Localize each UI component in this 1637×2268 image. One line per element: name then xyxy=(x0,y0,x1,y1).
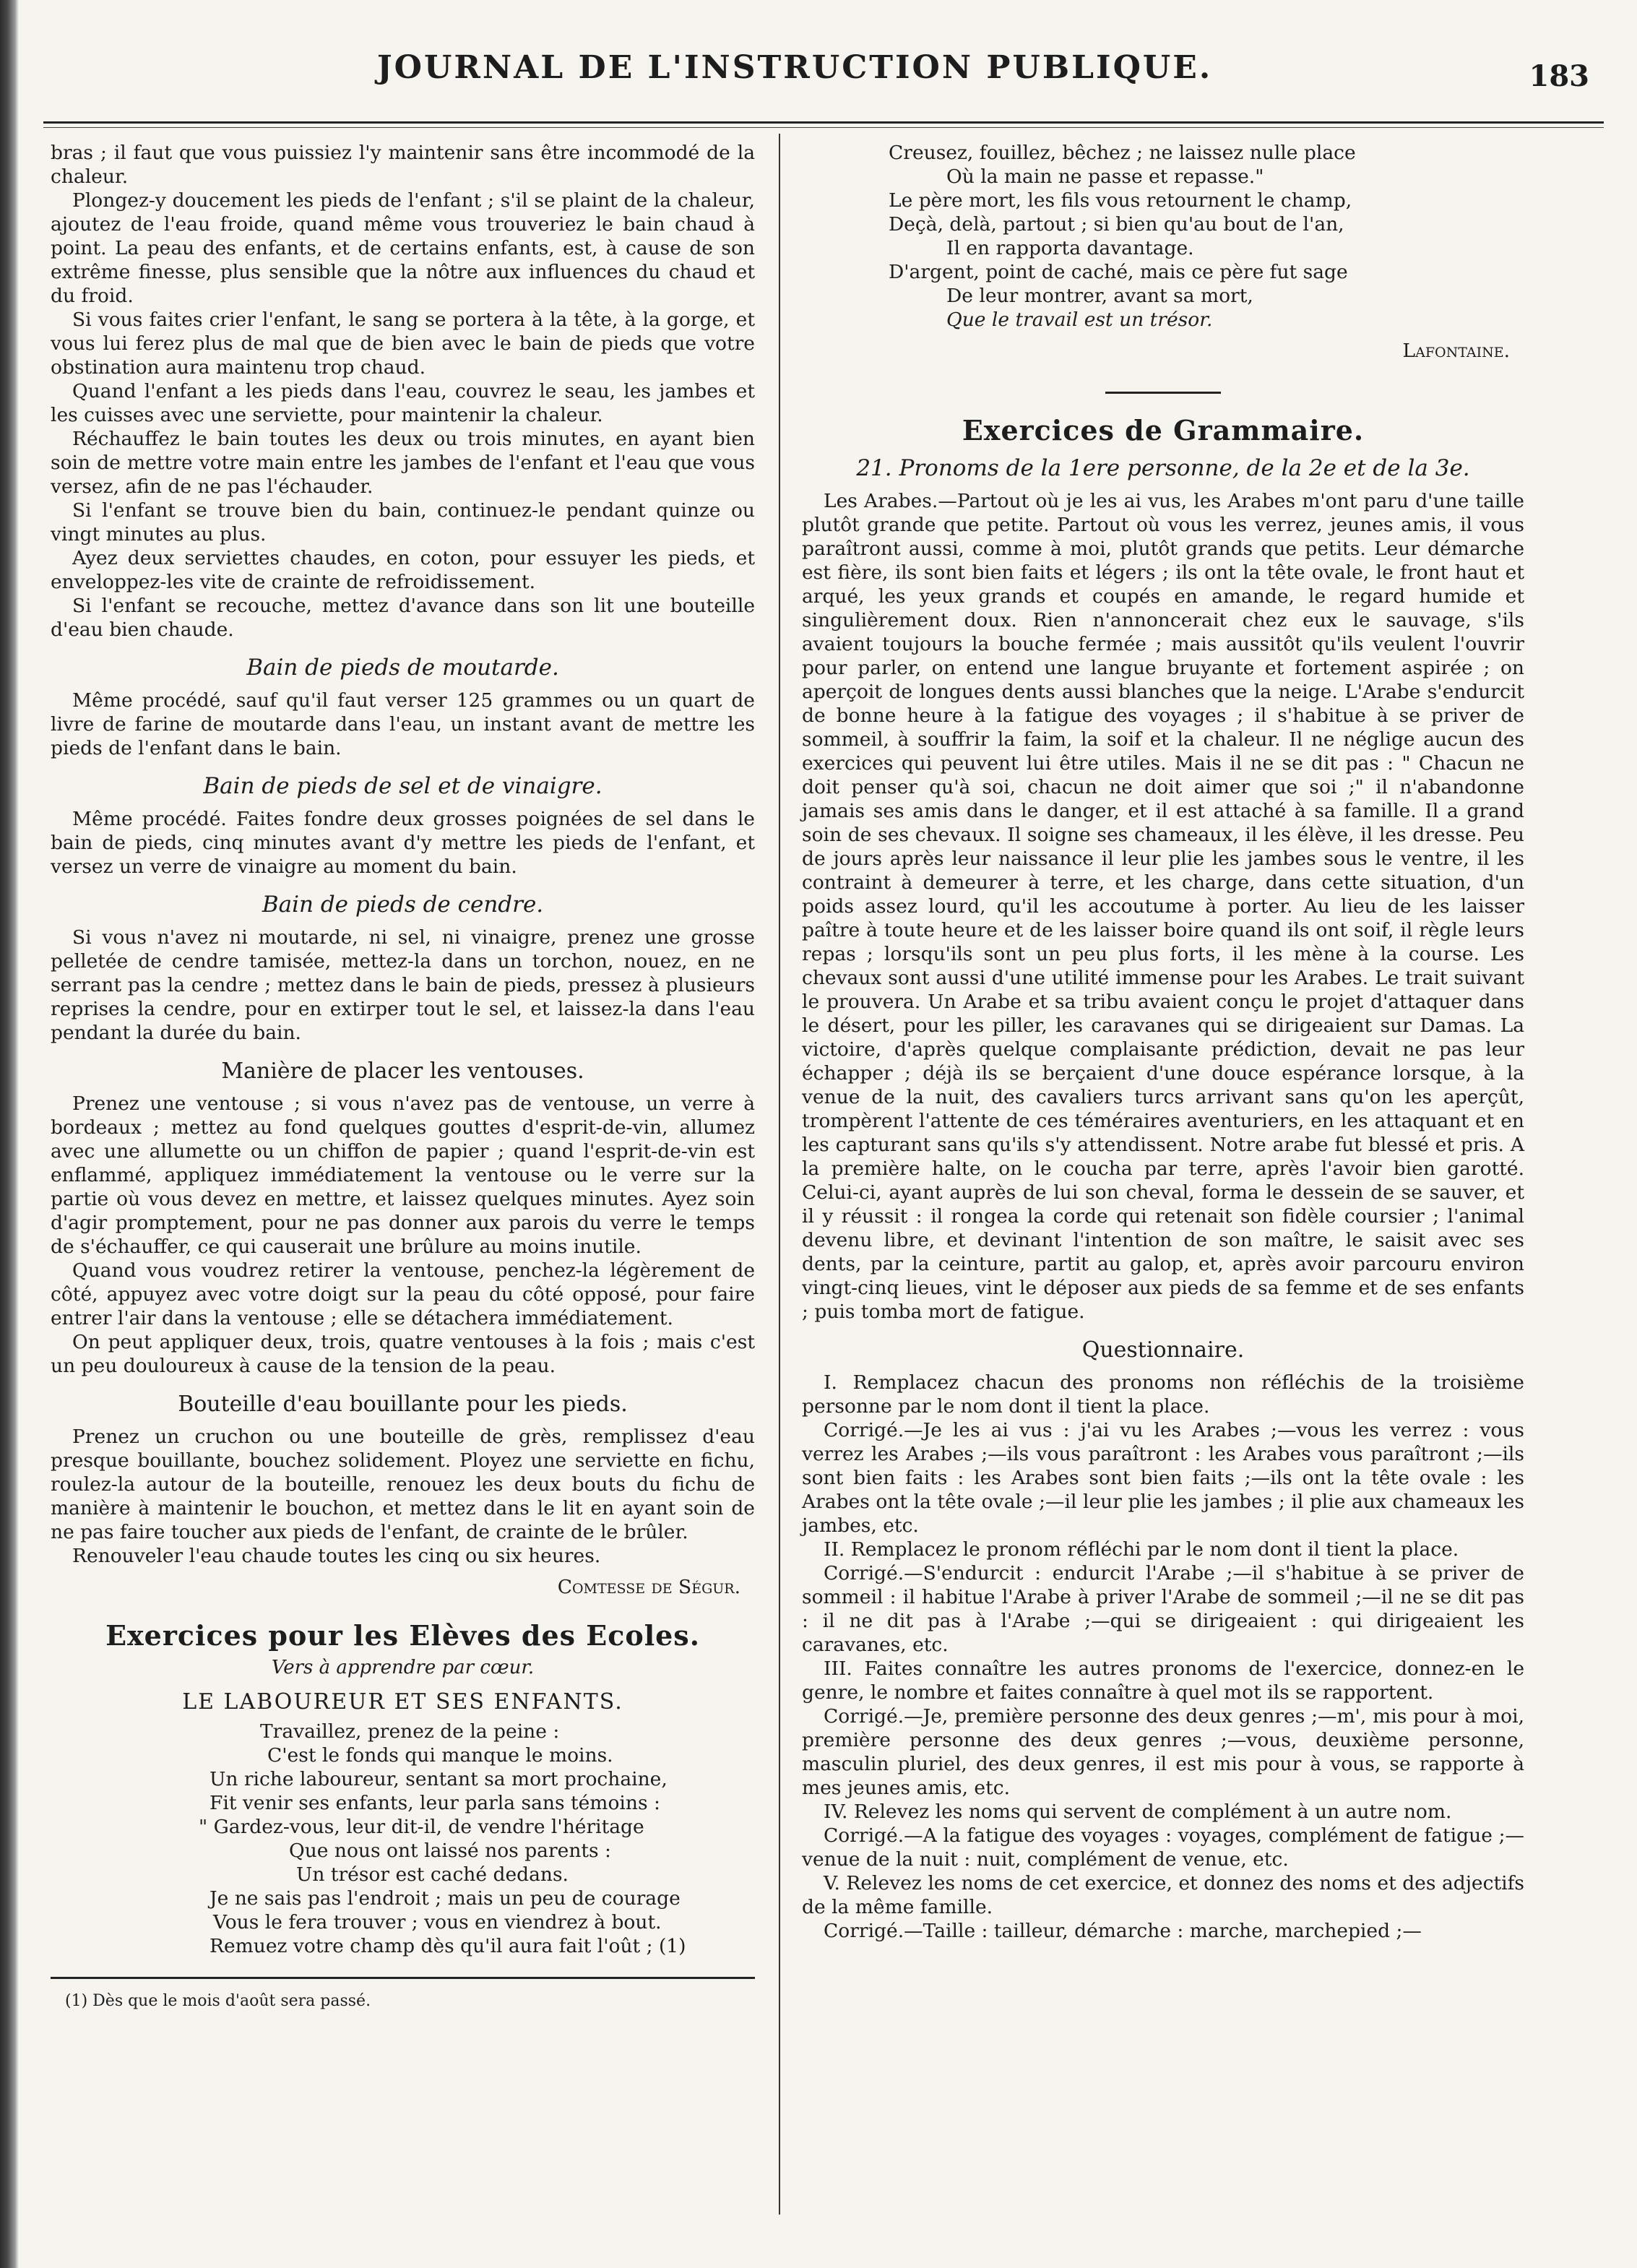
answer: Corrigé.—S'endurcit : endurcit l'Arabe ;—il s'habitue à se priver de sommeil : il habitue l'Arabe à priver l'Arabe de sommeil ;—il ne se dit pas : il ne dit pas à l'Arabe ;—qui se dirigeaient : qui dirigeaient les caravanes, etc. xyxy=(802,1562,1524,1656)
poem-line: Que nous ont laissé nos parents : xyxy=(289,1840,611,1862)
poem-author: Lafontaine. xyxy=(1402,340,1510,362)
poem-line: Remuez votre champ dès qu'il aura fait l'oût ; (1) xyxy=(210,1935,686,1957)
question: II. Remplacez le pronom réfléchi par le nom dont il tient la place. xyxy=(824,1538,1459,1561)
left-column xyxy=(51,141,755,2013)
poem-line: " Gardez-vous, leur dit-il, de vendre l'héritage xyxy=(199,1816,644,1838)
poem-line: Travaillez, prenez de la peine : xyxy=(260,1720,560,1743)
poem-line: C'est le fonds qui manque le moins. xyxy=(267,1744,613,1767)
question: III. Faites connaître les autres pronoms de l'exercice, donnez-en le genre, le nombre et faites connaître à quel mot ils se rapportent. xyxy=(802,1657,1524,1704)
journal-title: JOURNAL DE L'INSTRUCTION PUBLIQUE. xyxy=(376,49,1213,86)
paragraph: Quand vous voudrez retirer la ventouse, penchez-la légèrement de côté, appuyez avec votre doigt sur la peau du côté opposé, pour faire entrer l'air dans la ventouse ; elle se détachera immédiatement. xyxy=(51,1259,755,1329)
paragraph: Renouveler l'eau chaude toutes les cinq ou six heures. xyxy=(72,1545,601,1567)
section-heading: Bain de pieds de sel et de vinaigre. xyxy=(203,773,602,799)
section-heading: Bain de pieds de cendre. xyxy=(262,892,544,918)
footnote: (1) Dès que le mois d'août sera passé. xyxy=(65,1992,371,2010)
page-header xyxy=(43,29,1604,108)
section-rule xyxy=(1105,392,1221,394)
questionnaire-heading: Questionnaire. xyxy=(1081,1337,1245,1363)
poem-line: Creusez, fouillez, bêchez ; ne laissez nulle place xyxy=(889,142,1356,164)
poem-line: Le père mort, les fils vous retournent le champ, xyxy=(889,189,1352,212)
section-heading: Bain de pieds de moutarde. xyxy=(246,655,559,681)
poem-line: De leur montrer, avant sa mort, xyxy=(946,285,1253,307)
grammar-heading: Exercices de Grammaire. xyxy=(962,414,1365,447)
poem-title: LE LABOUREUR ET SES ENFANTS. xyxy=(182,1689,623,1715)
paragraph: Ayez deux serviettes chaudes, en coton, pour essuyer les pieds, et enveloppez-les vite de crainte de refroidissement. xyxy=(51,547,755,593)
page-number: 183 xyxy=(1529,59,1589,93)
answer: Corrigé.—Taille : tailleur, démarche : marche, marchepied ;— xyxy=(824,1920,1422,1942)
paragraph: On peut appliquer deux, trois, quatre ventouses à la fois ; mais c'est un peu douloureux à cause de la tension de la peau. xyxy=(51,1331,755,1377)
paragraph: Si l'enfant se trouve bien du bain, continuez-le pendant quinze ou vingt minutes au plus. xyxy=(51,499,755,546)
question: V. Relevez les noms de cet exercice, et donnez des noms et des adjectifs de la même famille. xyxy=(802,1872,1524,1918)
answer: Corrigé.—A la fatigue des voyages : voyages, complément de fatigue ;—venue de la nuit : nuit, complément de venue, etc. xyxy=(802,1824,1524,1871)
poem-line: Où la main ne passe et repasse." xyxy=(946,165,1264,188)
lesson-title: 21. Pronoms de la 1ere personne, de la 2e et de la 3e. xyxy=(856,455,1470,481)
poem-line: Un riche laboureur, sentant sa mort prochaine, xyxy=(210,1768,668,1790)
poem-line: Il en rapporta davantage. xyxy=(946,237,1194,259)
paragraph: Prenez une ventouse ; si vous n'avez pas de ventouse, un verre à bordeaux ; mettez au fond quelques gouttes d'esprit-de-vin, allumez avec une allumette ou un chiffon de papier ; quand l'esprit-de-vin est enflammé, appliquez immédiatement la ventouse ou le verre sur la partie où vous devez en mettre, et laissez quelques minutes. Ayez soin d'agir promptement, pour ne pas donner aux parois du verre le temps de s'échauffer, ce qui causerait une brûlure au moins inutile. xyxy=(51,1092,755,1258)
right-column xyxy=(802,141,1524,1943)
newspaper-page xyxy=(43,29,1604,2240)
question: IV. Relevez les noms qui servent de complément à un autre nom. xyxy=(824,1801,1452,1823)
paragraph: Plongez-y doucement les pieds de l'enfant ; s'il se plaint de la chaleur, ajoutez de l'eau froide, quand même vous trouveriez le bain chaud à point. La peau des enfants, et de certains enfants, est, à cause de son extrême finesse, plus sensible que la nôtre aux influences du chaud et du froid. xyxy=(51,189,755,307)
reading-text: Les Arabes.—Partout où je les ai vus, les Arabes m'ont paru d'une taille plutôt grande que petite. Partout où vous les verrez, jeunes amis, il vous paraîtront aussi, comme à moi, plutôt grands que petits. Leur démarche est fière, ils sont bien faits et légers ; ils ont la tête ovale, le front haut et arqué, les yeux grands et coupés en amande, le regard humide et singulièrement doux. Rien n'annoncerait chez eux le sauvage, s'ils avaient toujours la bouche fermée ; mais aussitôt qu'ils veulent l'ouvrir pour parler, on entend une langue bruyante et fortement aspirée ; on aperçoit de longues dents aussi blanches que la neige. L'Arabe s'endurcit de bonne heure à la fatigue des voyages ; il s'habitue à se priver de sommeil, à souffrir la faim, la soif et la chaleur. Il ne néglige aucun des exercices qui peuvent lui être utiles. Mais il ne se dit pas : " Chacun ne doit penser qu'à soi, chacun ne doit aimer que soi ;" il n'abandonne jamais ses amis dans le danger, et il est attaché à sa famille. Il a grand soin de ses chevaux. Il soigne ses chameaux, il les élève, il les dresse. Peu de jours après leur naissance il leur plie les jambes sous le ventre, il les contraint à demeurer à terre, et les charge, dans cette situation, d'un poids assez lourd, qu'il les accoutume à porter. Au lieu de les laisser paître à toute heure et de les laisser boire quand ils ont soif, il règle leurs repas ; lorsqu'ils sont un peu plus forts, il les mène à la course. Les chevaux sont aussi d'une utilité immense pour les Arabes. Le trait suivant le prouvera. Un Arabe et sa tribu avaient conçu le projet d'attaquer dans le désert, pour les piller, les caravanes qui se dirigeaient sur Damas. La victoire, d'après quelque complaisante prédiction, devait ne pas leur échapper ; déjà ils se berçaient d'une douce espérance lorsque, à la venue de la nuit, des cavaliers turcs arrivant sans qu'on les aperçût, trompèrent l'attente de ces téméraires aventuriers, en les attaquant et en les capturant sans qu'ils s'y attendissent. Notre arabe fut blessé et pris. A la première halte, on le coucha par terre, après l'avoir bien garotté. Celui-ci, ayant auprès de lui son cheval, forma le dessein de se sauver, et il y réussit : il rongea la corde qui retenait son fidèle coursier ; l'animal devenu libre, et devinant l'intention de son maître, le saisit avec ses dents, par la ceinture, partit au galop, et, après avoir parcouru environ vingt-cinq lieues, vint le déposer aux pieds de sa femme et de ses enfants ; puis tomba mort de fatigue. xyxy=(802,490,1524,1323)
section-heading: Bouteille d'eau bouillante pour les pieds. xyxy=(178,1392,628,1417)
author-signature: Comtesse de Ségur. xyxy=(557,1576,740,1598)
header-rule xyxy=(43,121,1604,124)
poem-line: Fit venir ses enfants, leur parla sans témoins : xyxy=(210,1792,660,1814)
paragraph: Réchauffez le bain toutes les deux ou trois minutes, en ayant bien soin de mettre votre main entre les jambes de l'enfant et l'eau que vous versez, afin de ne pas l'échauder. xyxy=(51,428,755,498)
footnote-rule xyxy=(51,1977,755,1979)
paragraph: Si vous faites crier l'enfant, le sang se portera à la tête, à la gorge, et vous lui ferez plus de mal que de bien avec le bain de pieds que votre obstination aura maintenu trop chaud. xyxy=(51,309,755,379)
paragraph: Quand l'enfant a les pieds dans l'eau, couvrez le seau, les jambes et les cuisses avec une serviette, pour maintenir la chaleur. xyxy=(51,380,755,426)
answer: Corrigé.—Je les ai vus : j'ai vu les Arabes ;—vous les verrez : vous verrez les Arabes ;—ils vous paraîtront : les Arabes vous paraîtront ;—ils sont bien faits : les Arabes sont bien faits ;—ils ont la tête ovale : les Arabes ont la tête ovale ;—il leur plie les jambes ; il plie aux chameaux les jambes, etc. xyxy=(802,1419,1524,1537)
column-divider xyxy=(779,134,780,2215)
header-rule-thin xyxy=(43,127,1604,128)
poem-line: Vous le fera trouver ; vous en viendrez à bout. xyxy=(213,1911,662,1933)
section-heading: Manière de placer les ventouses. xyxy=(221,1058,584,1084)
question: I. Remplacez chacun des pronoms non réfléchis de la troisième personne par le nom dont il tient la place. xyxy=(802,1371,1524,1418)
paragraph: Prenez un cruchon ou une bouteille de grès, remplissez d'eau presque bouillante, bouchez solidement. Ployez une serviette en fichu, roulez-la autour de la bouteille, renouez les deux bouts du fichu de manière à maintenir le bouchon, et mettez dans le lit en ayant soin de ne pas faire toucher aux pieds de l'enfant, de crainte de le brûler. xyxy=(51,1426,755,1543)
poem-line: Deçà, delà, partout ; si bien qu'au bout de l'an, xyxy=(889,213,1344,236)
poem-line: Que le travail est un trésor. xyxy=(946,309,1213,331)
poem-line: Un trésor est caché dedans. xyxy=(296,1863,569,1886)
paragraph: Même procédé, sauf qu'il faut verser 125 grammes ou un quart de livre de farine de moutarde dans l'eau, un instant avant de mettre les pieds de l'enfant dans le bain. xyxy=(51,689,755,759)
poem xyxy=(51,1720,755,1958)
exercises-heading: Exercices pour les Elèves des Ecoles. xyxy=(105,1619,700,1652)
paragraph: bras ; il faut que vous puissiez l'y maintenir sans être incommodé de la chaleur. xyxy=(51,142,755,188)
paragraph: Si vous n'avez ni moutarde, ni sel, ni vinaigre, prenez une grosse pelletée de cendre tamisée, mettez-la dans un torchon, nouez, en ne serrant pas la cendre ; mettez dans le bain de pieds, pressez à plusieurs reprises la cendre, pour en extirper tout le sel, et laissez-la dans l'eau pendant la durée du bain. xyxy=(51,926,755,1044)
answer: Corrigé.—Je, première personne des deux genres ;—m', mis pour à moi, première personne des deux genres ;—vous, deuxième personne, masculin pluriel, des deux genres, il est mis pour à vous, se rapporte à mes jeunes amis, etc. xyxy=(802,1705,1524,1799)
paragraph: Si l'enfant se recouche, mettez d'avance dans son lit une bouteille d'eau bien chaude. xyxy=(51,595,755,641)
poem-continuation xyxy=(802,141,1524,332)
page-binding-edge xyxy=(0,0,19,2268)
poem-line: D'argent, point de caché, mais ce père fut sage xyxy=(889,261,1348,283)
paragraph: Même procédé. Faites fondre deux grosses poignées de sel dans le bain de pieds, cinq minutes avant d'y mettre les pieds de l'enfant, et versez un verre de vinaigre au moment du bain. xyxy=(51,808,755,878)
exercises-subtitle: Vers à apprendre par cœur. xyxy=(271,1657,535,1678)
poem-line: Je ne sais pas l'endroit ; mais un peu de courage xyxy=(210,1887,681,1910)
